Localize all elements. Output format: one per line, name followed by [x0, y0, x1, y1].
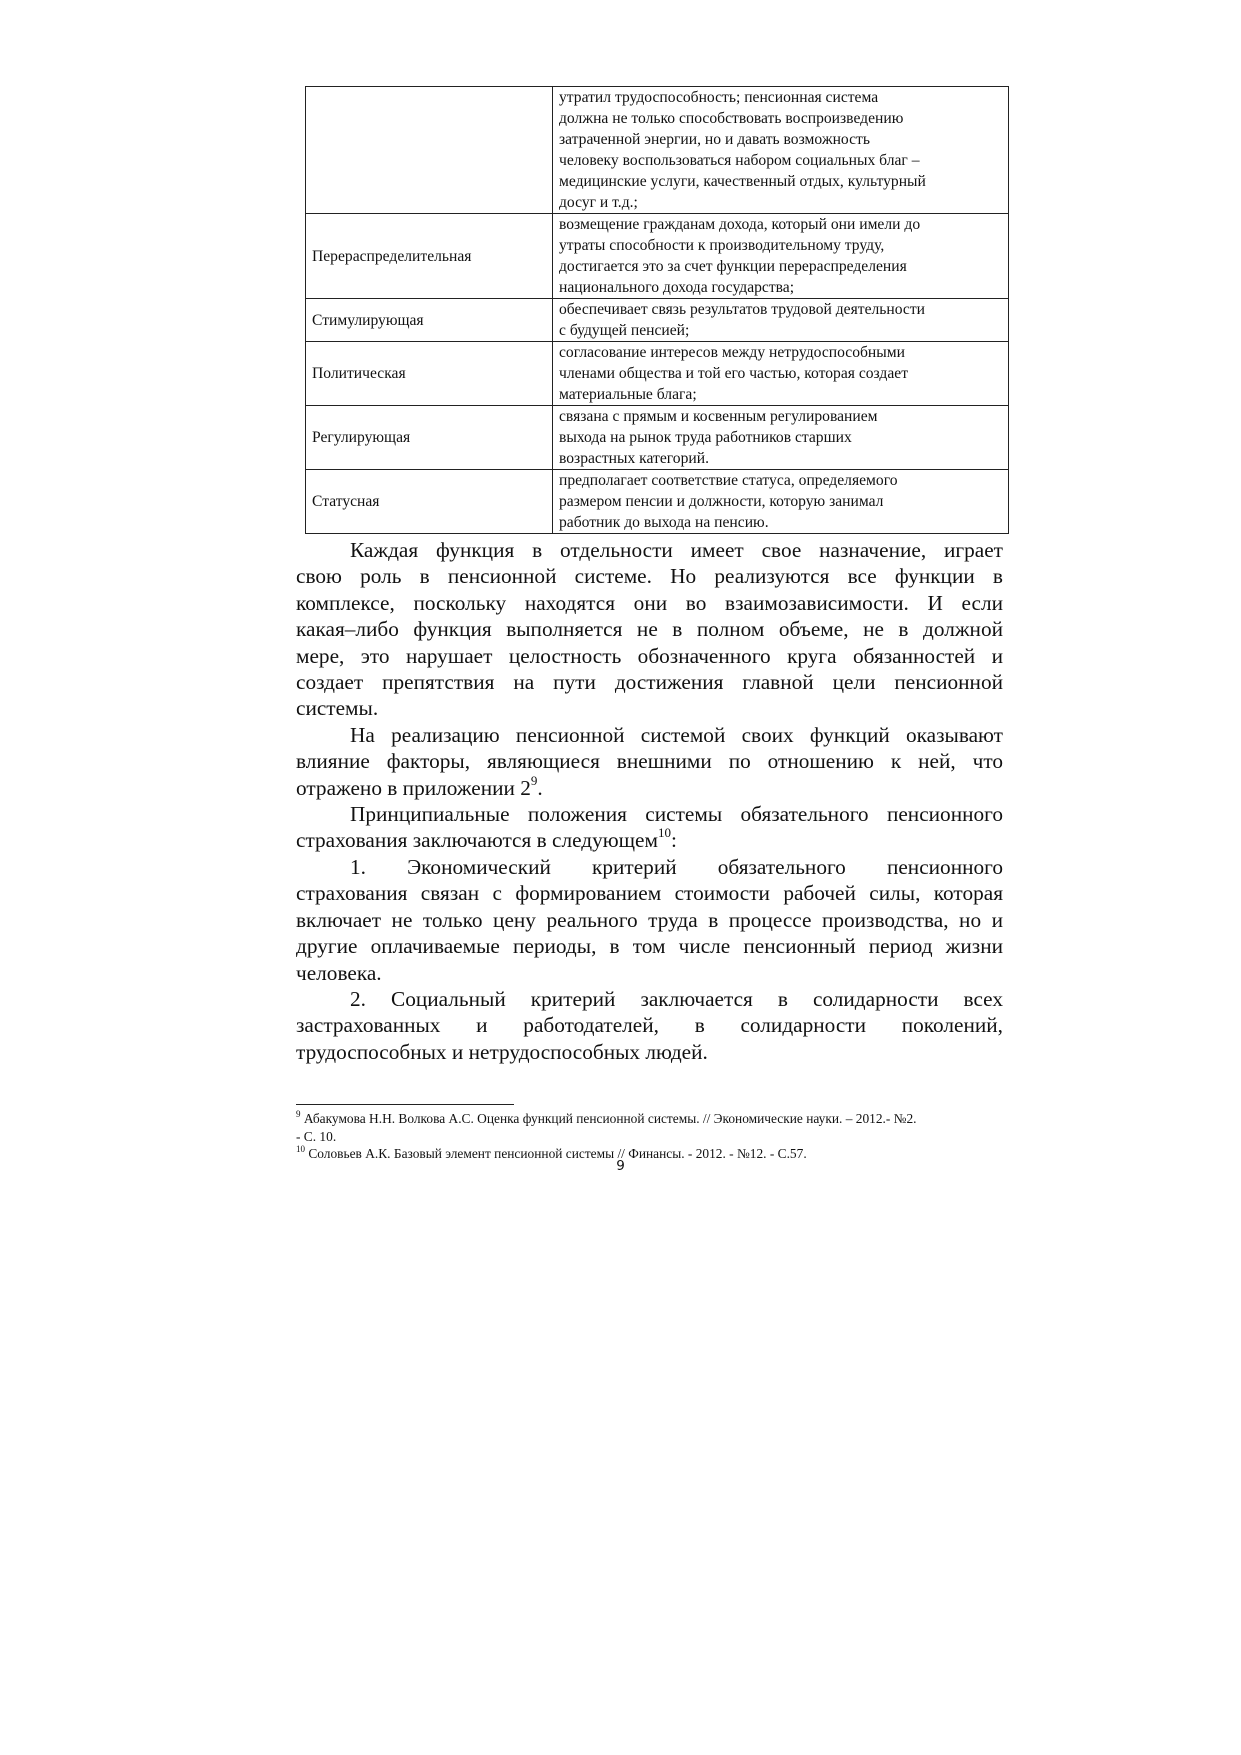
- paragraph-functions: Каждая функция в отдельности имеет свое назначение, играет свою роль в пенсионной системе. Но реализуются все функции в комплексе, поскольку находятся они во взаимозависимости. И если какая–либо функция выполняется не в полном объеме, не в должной мере, это нарушает целостность обозначенного круга обязанностей и создает препятствия на пути достижения главной цели пенсионной системы.: [296, 538, 1003, 721]
- function-name-cell: Политическая: [306, 342, 553, 406]
- function-description-cell: согласование интересов между нетрудоспособными членами общества и той его частью, которая создает материальные блага;: [553, 342, 1009, 406]
- paragraph-social-criterion: 2. Социальный критерий заключается в солидарности всех застрахованных и работодателей, в солидарности поколений, трудоспособных и нетрудоспособных людей.: [296, 986, 1003, 1064]
- table-row: [306, 87, 1009, 214]
- function-name-cell: [306, 87, 553, 214]
- function-name-cell: Перераспределительная: [306, 214, 553, 299]
- function-name-cell: Стимулирующая: [306, 299, 553, 342]
- pension-functions-table: [305, 86, 1009, 534]
- body-text: [296, 537, 1003, 1065]
- table-row: [306, 406, 1009, 470]
- function-description-cell: обеспечивает связь результатов трудовой деятельности с будущей пенсией;: [553, 299, 1009, 342]
- footnote-ref[interactable]: 10: [657, 825, 671, 841]
- footnotes: [296, 1110, 1003, 1163]
- function-description-cell: связана с прямым и косвенным регулированием выхода на рынок труда работников старших возрастных категорий.: [553, 406, 1009, 470]
- table-row: [306, 470, 1009, 534]
- paragraph-factors: На реализацию пенсионной системой своих функций оказывают влияние факторы, являющиеся внешними по отношению к ней, что отражено в приложении 2$^9$.: [296, 722, 1003, 800]
- footnote-ref[interactable]: 9: [530, 772, 538, 788]
- table-row: [306, 299, 1009, 342]
- function-description-cell: предполагает соответствие статуса, определяемого размером пенсии и должности, которую занимал работник до выхода на пенсию.: [553, 470, 1009, 534]
- table-row: [306, 342, 1009, 406]
- function-name-cell: Регулирующая: [306, 406, 553, 470]
- function-name-cell: Статусная: [306, 470, 553, 534]
- function-description-cell: возмещение гражданам дохода, который они имели до утраты способности к производительному труду, достигается это за счет функции перераспределения национального дохода государства;: [553, 214, 1009, 299]
- footnote-separator: [296, 1104, 514, 1105]
- footnote-9: $^9$ Абакумова Н.Н. Волкова А.С. Оценка функций пенсионной системы. // Экономические науки. – 2012.- №2. - С. 10.: [296, 1109, 917, 1144]
- paragraph-principles: Принципиальные положения системы обязательного пенсионного страхования заключаются в следующем$^{10}$:: [296, 802, 1003, 853]
- table-row: [306, 214, 1009, 299]
- page-number: 9: [616, 1158, 625, 1174]
- function-description-cell: утратил трудоспособность; пенсионная система должна не только способствовать воспроизведению затраченной энергии, но и давать возможность человеку воспользоваться набором социальных благ – медицинские услуги, качественный отдых, культурный досуг и т.д.;: [553, 87, 1009, 214]
- paragraph-economic-criterion: 1. Экономический критерий обязательного пенсионного страхования связан с формированием стоимости рабочей силы, которая включает не только цену реального труда в процессе производства, но и другие оплачиваемые периоды, в том числе пенсионный период жизни человека.: [296, 854, 1003, 985]
- footnote-10: $^{10}$ Соловьев А.К. Базовый элемент пенсионной системы // Финансы. - 2012. - №12. - С.57.: [296, 1144, 807, 1161]
